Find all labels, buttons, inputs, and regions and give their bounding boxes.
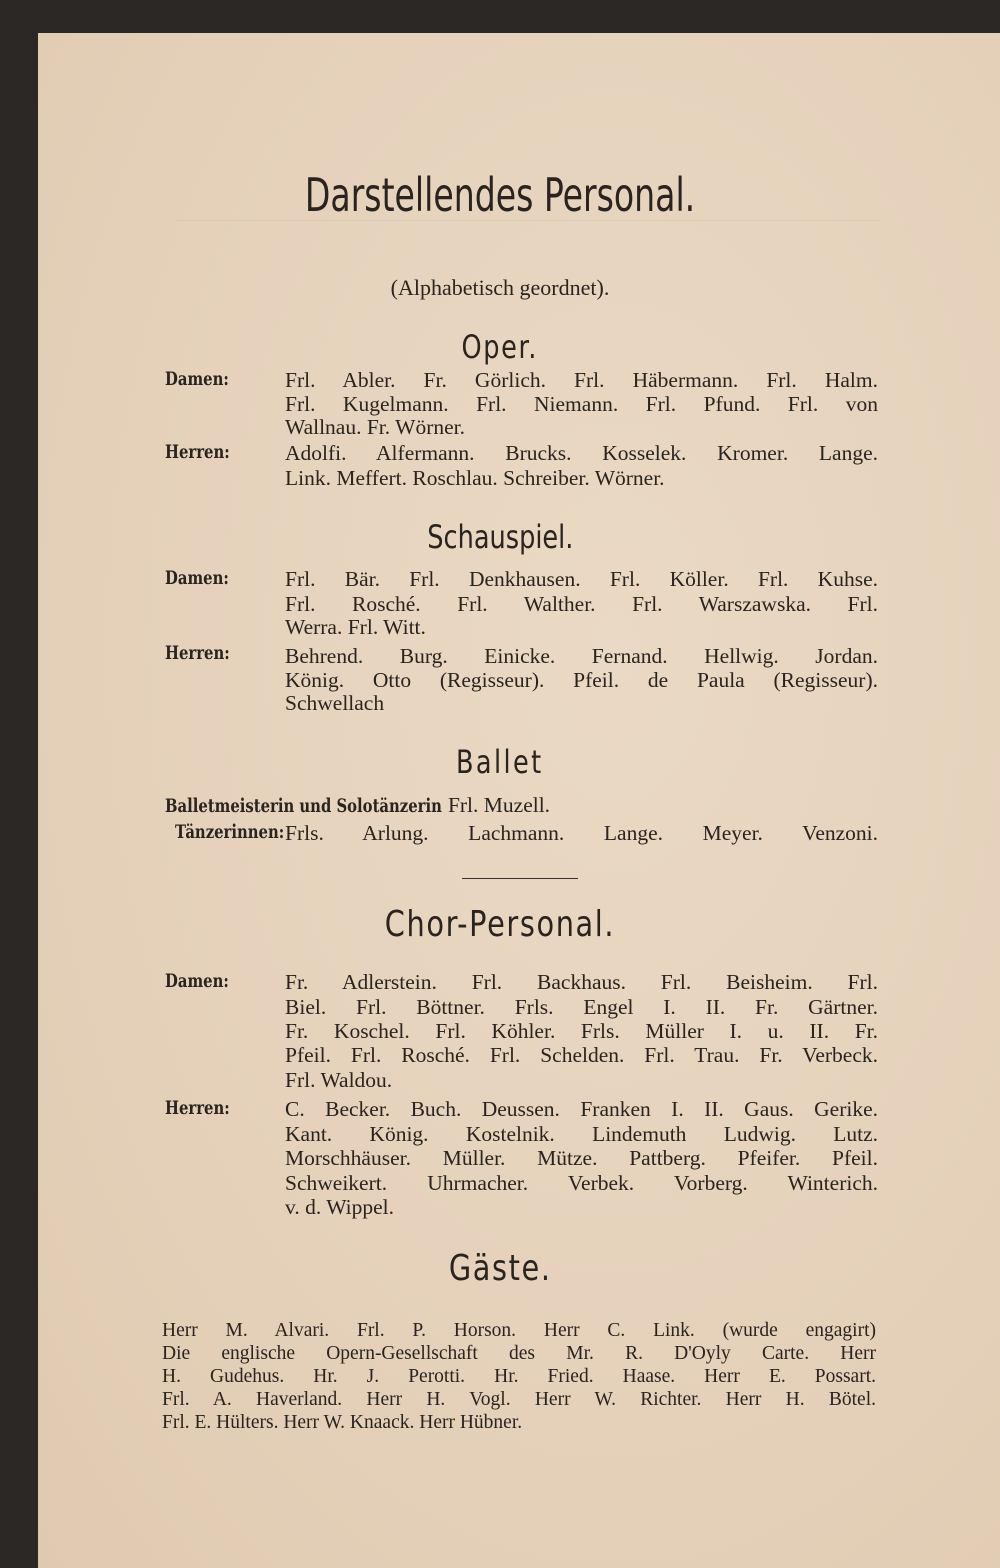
chor-damen-line: Fr. Adlerstein. Frl. Backhaus. Frl. Beisheim. Frl.: [285, 970, 878, 994]
oper-damen-label: Damen:: [165, 368, 229, 390]
chor-herren-line: Schweikert. Uhrmacher. Verbek. Vorberg. Winterich.: [285, 1171, 878, 1195]
section-divider: [462, 878, 578, 879]
schauspiel-damen-label: Damen:: [165, 567, 229, 589]
taenzerinnen-row: [175, 821, 878, 846]
oper-herren-line: Link. Meffert. Roschlau. Schreiber. Wörner.: [285, 466, 665, 490]
taenzerinnen-value: Frls. Arlung. Lachmann. Lange. Meyer. Venzoni.: [285, 821, 878, 845]
section-heading-oper: [0, 328, 1000, 366]
oper-damen-line: Wallnau. Fr. Wörner.: [285, 415, 465, 439]
chor-damen-line: Biel. Frl. Böttner. Frls. Engel I. II. Fr. Gärtner.: [285, 995, 878, 1019]
page-title-text: Darstellendes Personal.: [304, 168, 696, 222]
heading-text: Ballet: [456, 743, 544, 781]
schauspiel-herren-line: Schwellach: [285, 691, 385, 715]
gaeste-line: Frl. E. Hülters. Herr W. Knaack. Herr Hübner.: [162, 1412, 523, 1433]
schauspiel-herren-line: König. Otto (Regisseur). Pfeil. de Paula (Regisseur).: [285, 668, 878, 692]
balletmeisterin-value: Frl. Muzell.: [447, 793, 551, 817]
heading-text: Oper.: [461, 328, 539, 366]
schauspiel-damen-line: Frl. Bär. Frl. Denkhausen. Frl. Köller. Frl. Kuhse.: [285, 567, 878, 591]
heading-text: Schauspiel.: [426, 518, 574, 556]
chor-damen-line: Frl. Waldou.: [285, 1068, 393, 1092]
subtitle: (Alphabetisch geordnet).: [390, 275, 610, 300]
oper-herren-line: Adolfi. Alfermann. Brucks. Kosselek. Kromer. Lange.: [285, 441, 878, 465]
chor-herren-line: v. d. Wippel.: [285, 1195, 395, 1219]
section-heading-chor: [0, 904, 1000, 945]
schauspiel-damen-line: Frl. Rosché. Frl. Walther. Frl. Warszawska. Frl.: [285, 592, 878, 616]
chor-damen-label: Damen:: [165, 970, 229, 992]
gaeste-line: H. Gudehus. Hr. J. Perotti. Hr. Fried. Haase. Herr E. Possart.: [162, 1366, 876, 1387]
section-heading-ballet: [0, 743, 1000, 781]
oper-damen-line: Frl. Kugelmann. Frl. Niemann. Frl. Pfund. Frl. von: [285, 392, 878, 416]
gaeste-line: Die englische Opern-Gesellschaft des Mr. R. D'Oyly Carte. Herr: [162, 1343, 876, 1364]
chor-herren-line: Kant. König. Kostelnik. Lindemuth Ludwig. Lutz.: [285, 1122, 878, 1146]
schauspiel-herren-line: Behrend. Burg. Einicke. Fernand. Hellwig. Jordan.: [285, 644, 878, 668]
balletmeisterin-row: [165, 793, 550, 818]
section-heading-schauspiel: [0, 518, 1000, 556]
chor-damen-line: Fr. Koschel. Frl. Köhler. Frls. Müller I. u. II. Fr.: [285, 1019, 878, 1043]
taenzerinnen-label: Tänzerinnen:: [175, 821, 285, 843]
page-title: [0, 168, 1000, 222]
section-heading-gaeste: [0, 1248, 1000, 1289]
gaeste-line: Herr M. Alvari. Frl. P. Horson. Herr C. Link. (wurde engagirt): [162, 1320, 876, 1341]
chor-herren-line: C. Becker. Buch. Deussen. Franken I. II. Gaus. Gerike.: [285, 1097, 878, 1121]
oper-damen-line: Frl. Abler. Fr. Görlich. Frl. Häbermann. Frl. Halm.: [285, 368, 878, 392]
schauspiel-damen-line: Werra. Frl. Witt.: [285, 615, 426, 639]
heading-text: Gäste.: [448, 1248, 552, 1289]
gaeste-line: Frl. A. Haverland. Herr H. Vogl. Herr W. Richter. Herr H. Bötel.: [162, 1389, 876, 1410]
chor-herren-label: Herren:: [165, 1097, 230, 1119]
schauspiel-herren-label: Herren:: [165, 642, 230, 664]
balletmeisterin-label: Balletmeisterin und Solotänzerin: [165, 795, 442, 817]
chor-damen-line: Pfeil. Frl. Rosché. Frl. Schelden. Frl. Trau. Fr. Verbeck.: [285, 1043, 878, 1067]
heading-text: Chor-Personal.: [384, 904, 616, 945]
chor-herren-line: Morschhäuser. Müller. Mütze. Pattberg. Pfeifer. Pfeil.: [285, 1146, 878, 1170]
oper-herren-label: Herren:: [165, 441, 230, 463]
